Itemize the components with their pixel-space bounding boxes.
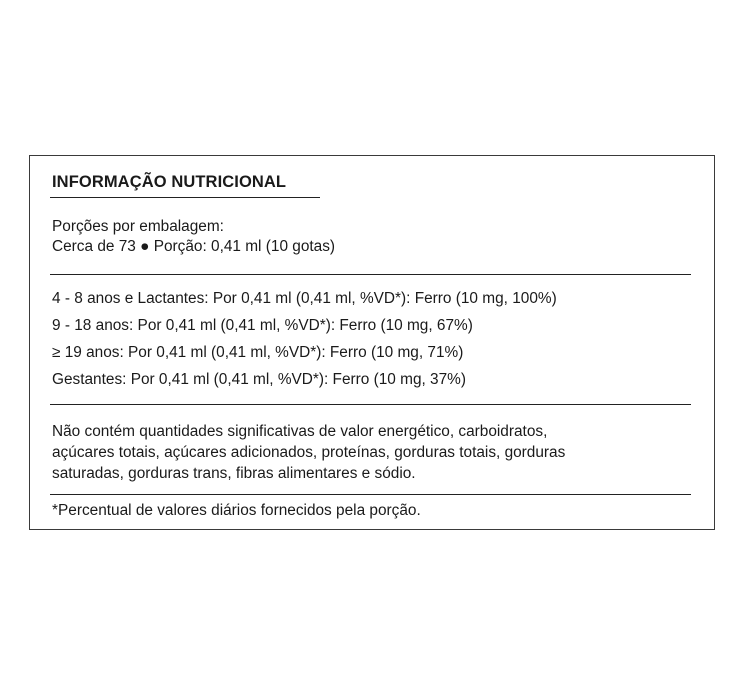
- notice-line: saturadas, gorduras trans, fibras alimentares e sódio.: [52, 465, 416, 482]
- notice-line: Não contém quantidades significativas de valor energético, carboidratos,: [52, 423, 548, 440]
- iron-row-pregnant: Gestantes: Por 0,41 ml (0,41 ml, %VD*): Ferro (10 mg, 37%): [52, 371, 466, 388]
- iron-row-19-plus-years: ≥ 19 anos: Por 0,41 ml (0,41 ml, %VD*): Ferro (10 mg, 71%): [52, 344, 464, 361]
- divider: [50, 404, 691, 405]
- servings-per-package-label: Porções por embalagem:: [52, 218, 224, 235]
- footnote: *Percentual de valores diários fornecidos pela porção.: [52, 502, 421, 519]
- nutrition-facts-panel: [29, 155, 715, 530]
- divider: [50, 274, 691, 275]
- serving-size-text: Cerca de 73 ● Porção: 0,41 ml (10 gotas): [52, 238, 336, 255]
- notice-line: açúcares totais, açúcares adicionados, proteínas, gorduras totais, gorduras: [52, 444, 566, 461]
- panel-title: INFORMAÇÃO NUTRICIONAL: [52, 173, 287, 191]
- divider: [50, 494, 691, 495]
- title-underline: [50, 197, 320, 198]
- iron-row-9-18-years: 9 - 18 anos: Por 0,41 ml (0,41 ml, %VD*): Ferro (10 mg, 67%): [52, 317, 473, 334]
- iron-row-4-8-years: 4 - 8 anos e Lactantes: Por 0,41 ml (0,41 ml, %VD*): Ferro (10 mg, 100%): [52, 290, 557, 307]
